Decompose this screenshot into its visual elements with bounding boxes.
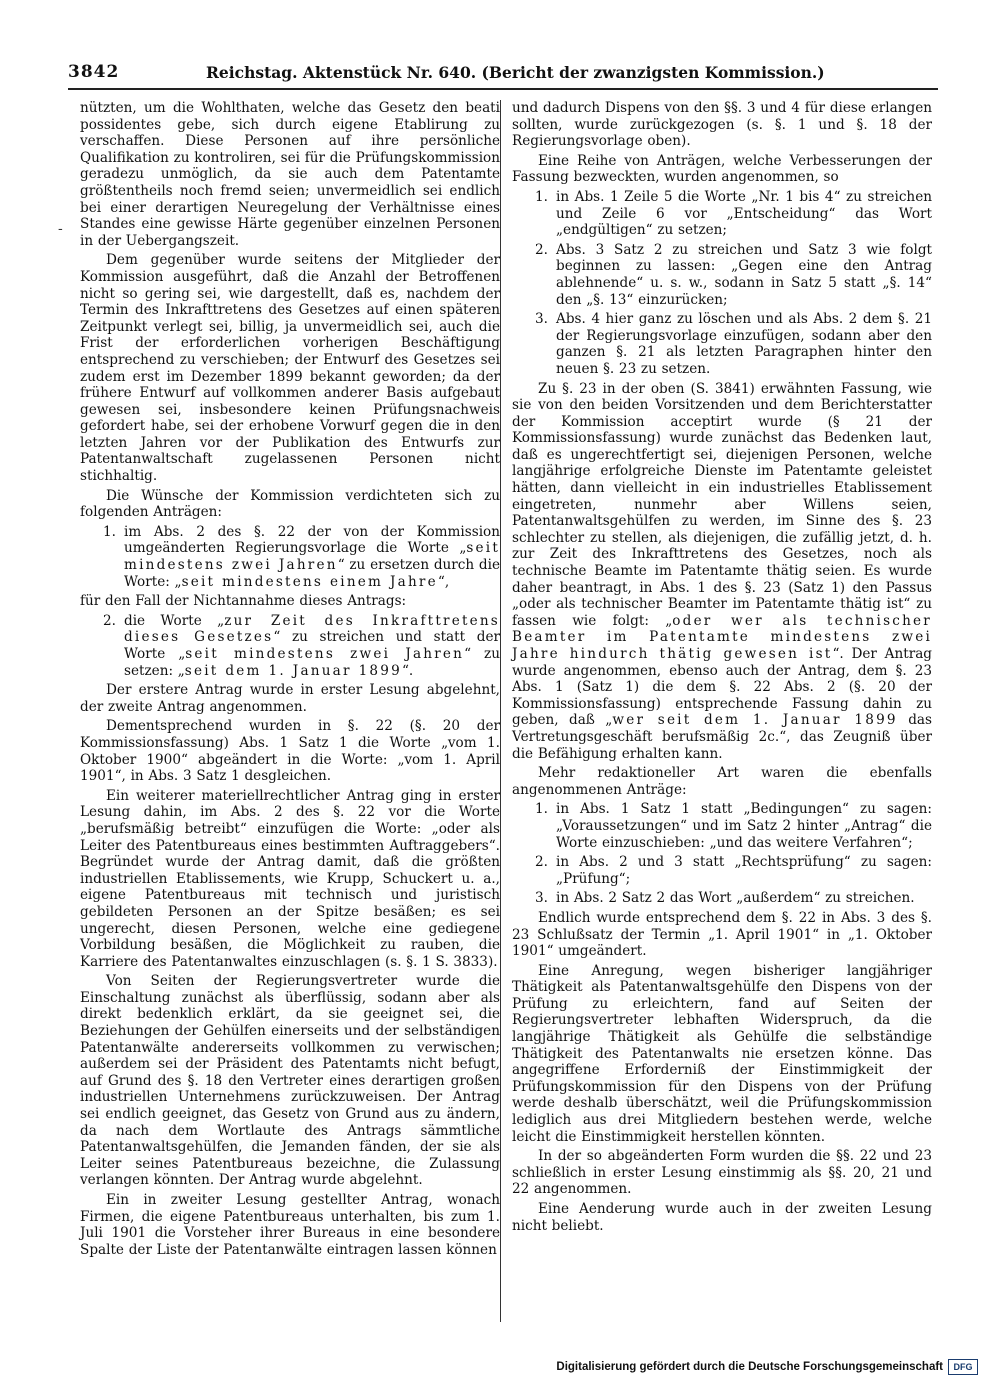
paragraph: Die Wünsche der Kommission verdichteten sich zu folgenden Anträgen: bbox=[80, 487, 500, 521]
paragraph: Mehr redaktioneller Art waren die ebenfalls angenommenen Anträge: bbox=[512, 765, 932, 798]
paragraph: für den Fall der Nichtannahme dieses Antrags: bbox=[80, 593, 407, 610]
list-item-text: in Abs. 1 Zeile 5 die Worte „Nr. 1 bis 4“ zu streichen und Zeile 6 vor „Entscheidung“ das Wort „endgültigen“ zu setzen; bbox=[556, 188, 932, 239]
paragraph: Zu §. 23 in der oben (S. 3841) erwähnten Fassung, wie sie von den beiden Vorsitzenden und dem Berichterstatter der Kommission acceptirt wurde (§ 21 der Kommissionsfassung) wurde zunächst das Bedenken laut, daß es ungerechtfertigt sei, diejenigen Personen, welche langjährige erfolgreiche Dienste im Patentamte geleistet hätten, dann vielleicht in ein industrielles Etablissement eingetreten, nunmehr aber Willens seien, Patentanwaltsgehülfen zu werden, im Sinne des §. 23 schlechter zu stellen, als diejenigen, die zufällig jetzt, d. h. zur Zeit des Inkrafttretens des Gesetzes, noch als technische Beamte im Patentamte thätig seien. Es wurde daher beantragt, in Abs. 1 des §. 23 (Satz 1) den Passus „oder als technischer Beamter im Patentamte thätig ist“ zu fassen wie folgt: „oder wer als technischer Beamter im Patentamte mindestens zwei Jahre hindurch thätig gewesen ist“. Der Antrag wurde angenommen, ebenso auch der Antrag, dem §. 23 Abs. 1 (Satz 1) die dem §. 22 Abs. 2 (§. 20 der Kommissionsfassung) entsprechende Fassung dahin zu geben, daß „wer seit dem 1. Januar 1899 das Vertretungsgeschäft berufsmäßig 2c.“, das Zeugniß über die Befähigung erhalten kann. bbox=[512, 380, 932, 762]
dfg-logo: DFG bbox=[948, 1359, 978, 1375]
page-number: 3842 bbox=[68, 62, 120, 82]
margin-mark: - bbox=[58, 221, 63, 237]
list-item-text: die Worte „zur Zeit des Inkrafttretens dieses Gesetzes“ zu streichen und statt der Worte „seit mindestens zwei Jahren“ zu setzen: „seit dem 1. Januar 1899“. bbox=[124, 612, 500, 679]
list-item bbox=[512, 801, 932, 851]
list-item-text: in Abs. 1 Satz 1 statt „Bedingungen“ zu sagen: „Voraussetzungen“ und im Satz 2 hinter „Antrag“ die Worte einzuschieben: „und das weitere Verfahren“; bbox=[556, 801, 932, 851]
paragraph: Eine Reihe von Anträgen, welche Verbesserungen der Fassung bezweckten, wurden angenommen, so bbox=[512, 152, 932, 186]
paragraph: Eine Anregung, wegen bisheriger langjähriger Thätigkeit als Patentanwaltsgehülfe den Dispens von der Prüfung zu erleichtern, fand auf Seiten der Regierungsvertreter lebhaften Widerspruch, da die langjährige Thätigkeit als Gehülfe die selbständige Thätigkeit des Patentanwalts nie ersetzen könne. Das angegriffene Erforderniß der Einstimmigkeit der Prüfungskommission für den Dispens von der Prüfung werde deshalb überschätzt, weil die Prüfungskommission lediglich aus drei Mitgliedern bestehen werde, welche leicht die Einstimmigkeit herstellen könnten. bbox=[512, 962, 932, 1145]
paragraph: und dadurch Dispens von den §§. 3 und 4 für diese erlangen sollten, wurde zurückgezogen (s. §. 1 und §. 18 der Regierungsvorlage oben). bbox=[512, 100, 932, 150]
paragraph: Dem gegenüber wurde seitens der Mitglieder der Kommission ausgeführt, daß die Anzahl der Betroffenen nicht so gering sei, wie dargestellt, daß es, nachdem der Termin des Inkrafttretens des Gesetzes auf einen späteren Zeitpunkt verlegt sei, billig, ja unvermeidlich sei, auch die Frist der erforderlichen vorherigen Beschäftigung entsprechend zu verschieben; der Entwurf des Gesetzes sei zudem erst im Dezember 1899 bekannt geworden; da der frühere Entwurf auf vollkommen anderer Basis aufgebaut gewesen sei, insbesondere keinen Prüfungsnachweis gefordert habe, sei der erhobene Vorwurf gegen die in den letzten Jahren vor der Publikation des Entwurfs zur Patentanwaltschaft zugelassenen Personen nicht stichhaltig. bbox=[80, 252, 500, 485]
paragraph: Eine Aenderung wurde auch in der zweiten Lesung nicht beliebt. bbox=[512, 1201, 932, 1234]
paragraph: Von Seiten der Regierungsvertreter wurde die Einschaltung zunächst als überflüssig, sodann aber als direkt bedenklich erklärt, da sie geeignet sei, die Beziehungen der Gehülfen einerseits und der selbständigen Patentanwälte andererseits vollkommen zu verwischen; außerdem sei der Präsident des Patentamts nicht befugt, auf Grund des §. 18 den Vertreter eines derartigen großen industriellen Unternehmens zurückzuweisen. Der Antrag sei endlich geeignet, das Gesetz von Grund aus zu ändern, da nach dem Wortlaute des Antrags sämmtliche Patentanwaltsgehülfen, die Jemanden fänden, der sie als Leiter seines Patentbureaus bezeichne, die Zulassung verlangen könnten. Der Antrag wurde abgelehnt. bbox=[80, 973, 500, 1189]
text-columns bbox=[68, 100, 938, 1320]
digitization-credit bbox=[556, 1359, 978, 1375]
list-item bbox=[512, 854, 932, 887]
list-number: 2. bbox=[535, 241, 548, 258]
column-divider bbox=[500, 100, 501, 1322]
list-item bbox=[512, 189, 932, 239]
list-number: 3. bbox=[535, 890, 548, 907]
list-item-text: Abs. 4 hier ganz zu löschen und als Abs. 2 dem §. 21 der Regierungsvorlage einzufügen, sodann aber den ganzen §. 21 als letzten Paragraphen hinter den neuen §. 23 zu setzen. bbox=[556, 311, 932, 377]
list-number: 2. bbox=[535, 854, 548, 871]
list-item-text: in Abs. 2 und 3 statt „Rechtsprüfung“ zu sagen: „Prüfung“; bbox=[556, 854, 932, 887]
list-item bbox=[512, 242, 932, 308]
paragraph: nützten, um die Wohlthaten, welche das Gesetz den beati possidentes gebe, sich durch eigene Etablirung zu verschaffen. Diese Personen auf ihre persönliche Qualifikation zu kontroliren, sei für die Prüfungskommission geradezu unmöglich, da sie auch dem Patentamte größtentheils noch fremd seien; unvermeidlich sei endlich bei einer derartigen Neuregelung der Verhältnisse eines Standes eine gewisse Härte gegenüber einzelnen Personen in der Uebergangszeit. bbox=[80, 100, 500, 249]
paragraph: In der so abgeänderten Form wurden die §§. 22 und 23 schließlich in erster Lesung einstimmig als §§. 20, 21 und 22 angenommen. bbox=[512, 1148, 932, 1198]
paragraph: Ein in zweiter Lesung gestellter Antrag, wonach Firmen, die eigene Patentbureaus unterhalten, bis zum 1. Juli 1901 die Vorsteher ihrer Bureaus in eine besondere Spalte der Liste der Patentanwälte eintragen lassen können bbox=[80, 1192, 500, 1258]
list-number: 1. bbox=[535, 188, 548, 205]
list-number: 2. bbox=[103, 612, 116, 629]
running-title: Reichstag. Aktenstück Nr. 640. (Bericht der zwanzigsten Kommission.) bbox=[206, 63, 825, 82]
list-number: 1. bbox=[103, 523, 116, 540]
paragraph: Endlich wurde entsprechend dem §. 22 in Abs. 3 des §. 23 Schlußsatz der Termin „1. April 1901“ in „1. Oktober 1901“ umgeändert. bbox=[512, 909, 932, 960]
list-item bbox=[80, 613, 500, 679]
list-item bbox=[512, 311, 932, 377]
list-number: 1. bbox=[535, 801, 548, 818]
list-item bbox=[512, 890, 932, 907]
credit-text: Digitalisierung gefördert durch die Deutsche Forschungsgemeinschaft bbox=[556, 1361, 943, 1373]
list-number: 3. bbox=[535, 311, 548, 328]
paragraph: Dementsprechend wurden in §. 22 (§. 20 der Kommissionsfassung) Abs. 1 Satz 1 die Worte „vom 1. Oktober 1900“ abgeändert in die Worte: „vom 1. April 1901“, in Abs. 3 Satz 1 desgleichen. bbox=[80, 718, 500, 785]
right-column bbox=[512, 100, 932, 1320]
left-column bbox=[80, 100, 500, 1320]
list-item-text: Abs. 3 Satz 2 zu streichen und Satz 3 wie folgt beginnen zu lassen: „Gegen eine den Antrag ablehnende“ u. s. w., sodann in Satz 5 statt „§. 14“ den „§. 13“ einzurücken; bbox=[556, 241, 932, 308]
page-header bbox=[68, 58, 938, 90]
list-item-text: im Abs. 2 des §. 22 der von der Kommission umgeänderten Regierungsvorlage die Worte „seit mindestens zwei Jahren“ zu ersetzen durch die Worte: „seit mindestens einem Jahre“, bbox=[124, 523, 501, 590]
list-item bbox=[80, 524, 500, 590]
paragraph: Der erstere Antrag wurde in erster Lesung abgelehnt, der zweite Antrag angenommen. bbox=[80, 682, 500, 715]
list-item-text: in Abs. 2 Satz 2 das Wort „außerdem“ zu streichen. bbox=[556, 890, 915, 907]
paragraph: Ein weiterer materiellrechtlicher Antrag ging in erster Lesung dahin, im Abs. 2 des §. 22 vor die Worte „berufsmäßig betreibt“ einzufügen die Worte: „oder als Leiter des Patentbureaus eines bestimmten Auftraggebers“. Begründet wurde der Antrag damit, daß die größten industriellen Etablissements, wie Krupp, Schuckert u. a., eigene Patentbureaus mit technisch und juristisch gebildeten Personen an der Spitze besäßen; es sei ungerecht, diesen Personen, welche eine gediegene Vorbildung besäßen, die Möglichkeit zu rauben, die Karriere des Patentanwaltes einzuschlagen (s. §. 1 S. 3833). bbox=[80, 787, 500, 970]
